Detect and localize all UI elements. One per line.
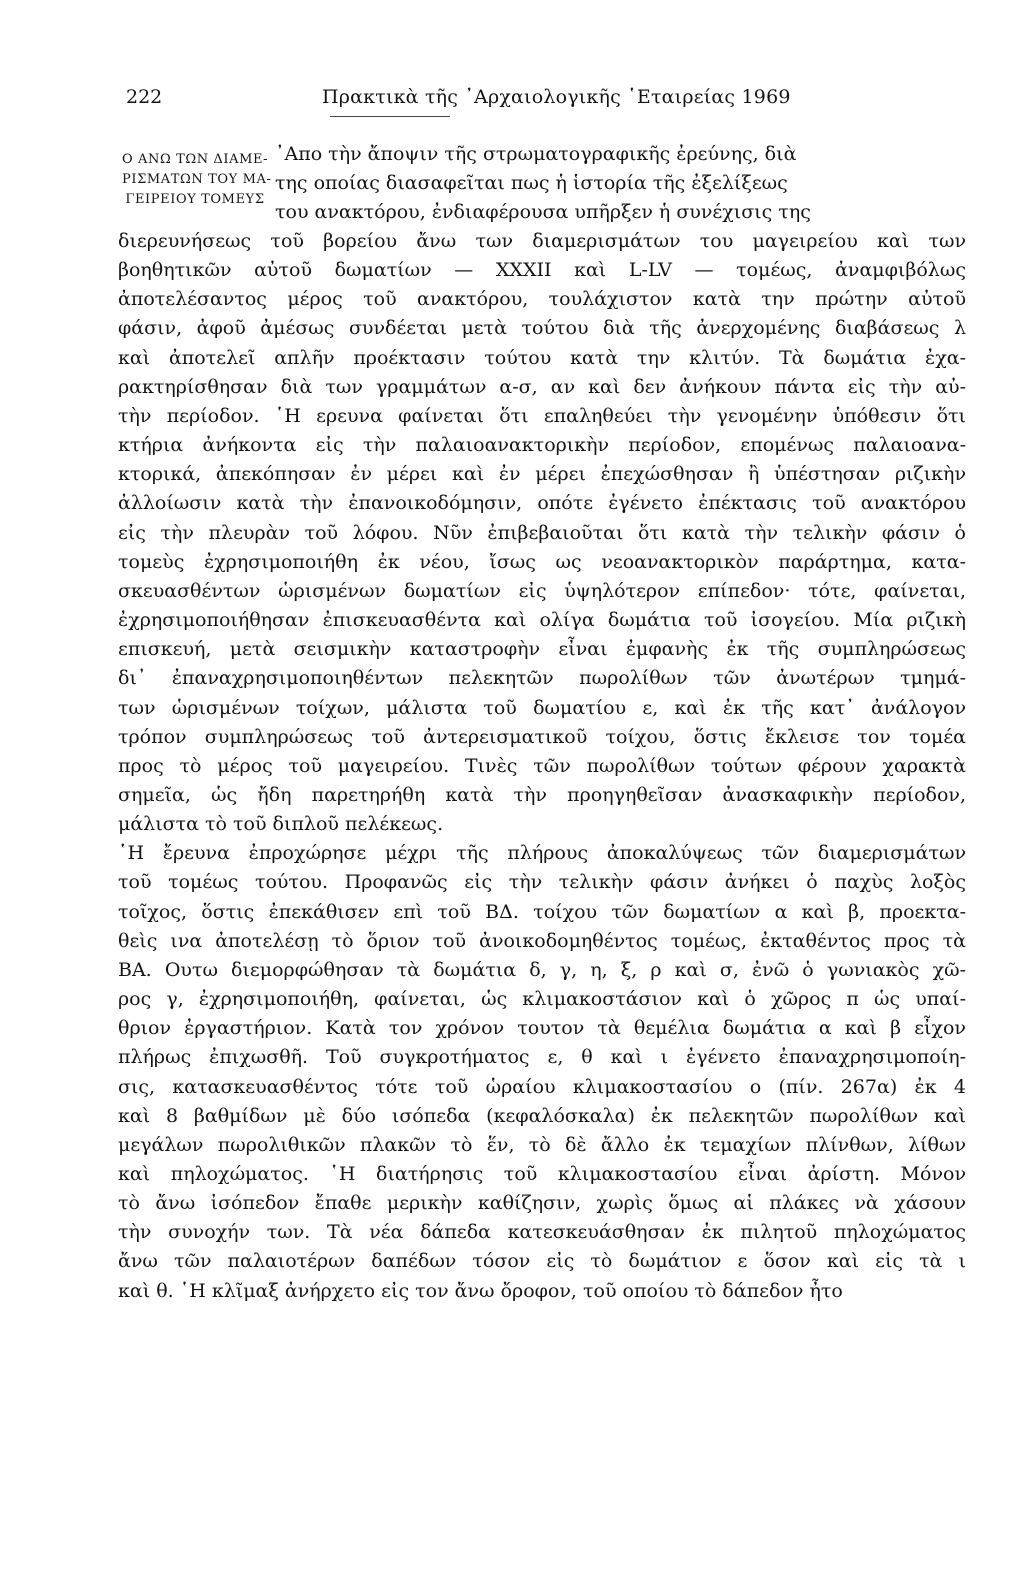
body-text-line: πλήρως ἐπιχωσθῆ. Τοῦ συγκροτήματος ε, θ καὶ ι ἐγένετο ἐπαναχρησιμοποίη- (118, 1046, 966, 1069)
body-text-line: μάλιστα τὸ τοῦ διπλοῦ πελέκεως. (118, 813, 444, 836)
body-text-line: διερευνήσεως τοῦ βορείου ἄνω των διαμερισμάτων του μαγειρείου καὶ των (118, 230, 966, 252)
body-text-line: ἐχρησιμοποιήθησαν ἐπισκευασθέντα καὶ ολίγα δωμάτια τοῦ ἰσογείου. Μία ριζικὴ (118, 609, 966, 632)
body-text-line: κτορικά, ἀπεκόπησαν ἐν μέρει καὶ ἐν μέρει ἐπεχώσθησαν ἢ ὑπέστησαν ριζικὴν (118, 463, 966, 486)
body-text-line: καὶ θ. ῾Η κλῖμαξ ἀνήρχετο εἰς τον ἄνω ὄροφον, τοῦ οποίου τὸ δάπεδον ἦτο (118, 1279, 843, 1302)
body-text-line: σημεῖα, ὡς ἤδη παρετηρήθη κατὰ τὴν προηγηθεῖσαν ἀνασκαφικὴν περίοδον, (118, 783, 966, 806)
body-text-line: ἀποτελέσαντος μέρος τοῦ ανακτόρου, τουλάχιστον κατὰ την πρώτην αὐτοῦ (118, 288, 966, 311)
running-title: Πρακτικὰ τῆς ᾿Αρχαιολογικῆς ῾Εταιρείας 1969 (322, 86, 791, 108)
body-text-line: ΒΑ. Ουτω διεμορφώθησαν τὰ δωμάτια δ, γ, η, ξ, ρ καὶ σ, ἐνῶ ὁ γωνιακὸς χῶ- (118, 958, 966, 981)
body-text-line: ρακτηρίσθησαν διὰ των γραμμάτων α-σ, αν καὶ δεν ἀνήκουν πάντα εἰς τὴν αὐ- (118, 375, 966, 398)
body-text-line: τοῦ τομέως τούτου. Προφανῶς εἰς τὴν τελικὴν φάσιν ἀνήκει ὁ παχὺς λοξὸς (118, 871, 966, 894)
body-text-line: ἄνω τῶν παλαιοτέρων δαπέδων τόσον εἰς τὸ δωμάτιον ε ὅσον καὶ εἰς τὰ ι (118, 1250, 966, 1273)
body-text-line: ρος γ, ἐχρησιμοποιήθη, φαίνεται, ὡς κλιμακοστάσιον καὶ ὁ χῶρος π ὡς υπαί- (118, 988, 966, 1011)
page-number: 222 (126, 86, 163, 108)
body-text-line: καὶ 8 βαθμίδων μὲ δύο ισόπεδα (κεφαλόσκαλα) ἐκ πελεκητῶν πωρολίθων καὶ (118, 1104, 966, 1127)
body-text-line: θεὶς ινα ἀποτελέσῃ τὸ ὅριον τοῦ ἀνοικοδομηθέντος τομέως, ἐκταθέντος προς τὰ (118, 929, 966, 952)
body-text-line: προς τὸ μέρος τοῦ μαγειρείου. Τινὲς τῶν πωρολίθων τούτων φέρουν χαρακτὰ (118, 754, 966, 777)
body-text-line: ῾Η ἔρευνα ἐπροχώρησε μέχρι τῆς πλήρους ἀποκαλύψεως τῶν διαμερισμάτων (118, 842, 966, 865)
body-text-line: φάσιν, ἀφοῦ ἀμέσως συνδέεται μετὰ τούτου διὰ τῆς ἀνερχομένης διαβάσεως λ (118, 317, 966, 340)
side-heading-line: Ο ΑΝΩ ΤΩΝ ΔΙΑΜΕ- (122, 152, 269, 167)
lead-line: ᾿Απο τὴν ἄποψιν τῆς στρωματογραφικῆς ἐρεύνης, διὰ (275, 143, 797, 165)
body-text-line: βοηθητικῶν αὐτοῦ δωματίων — XXXII καὶ L-LV — τομέως, ἀναμφιβόλως (118, 259, 966, 282)
page-header (0, 86, 1024, 116)
body-text-line: των ὡρισμένων τοίχων, μάλιστα τοῦ δωματίου ε, καὶ ἐκ τῆς κατ᾿ ἀνάλογον (118, 696, 966, 719)
body-text-line: καὶ πηλοχώματος. ῾Η διατήρησις τοῦ κλιμακοστασίου εἶναι ἀρίστη. Μόνον (118, 1163, 966, 1185)
body-text-line: τρόπον συμπληρώσεως τοῦ ἀντερεισματικοῦ τοίχου, ὅστις ἔκλεισε τον τομέα (118, 725, 966, 748)
body-text-line: κτήρια ἀνήκοντα εἰς τὴν παλαιοανακτορικὴν περίοδον, επομένως παλαιοανα- (118, 434, 966, 457)
body-text-line: τὸ ἄνω ἰσόπεδον ἔπαθε μερικὴν καθίζησιν, χωρὶς ὅμως αἱ πλάκες νὰ χάσουν (118, 1192, 966, 1215)
body-text-line: τὴν συνοχήν των. Τὰ νέα δάπεδα κατεσκευάσθησαν ἐκ πιλητοῦ πηλοχώματος (118, 1221, 966, 1244)
body-text-line: τὴν περίοδον. ῾Η ερευνα φαίνεται ὅτι επαληθεύει τὴν γενομένην ὑπόθεσιν ὅτι (118, 404, 966, 427)
body-text-line: τοῖχος, ὅστις ἐπεκάθισεν επὶ τοῦ ΒΔ. τοίχου τῶν δωματίων α καὶ β, προεκτα- (118, 900, 966, 923)
body-text-line: δι᾿ ἐπαναχρησιμοποιηθέντων πελεκητῶν πωρολίθων τῶν ἀνωτέρων τμημά- (118, 667, 966, 690)
body-text-line: ἀλλοίωσιν κατὰ τὴν ἐπανοικοδόμησιν, οπότε ἐγένετο ἐπέκτασις τοῦ ανακτόρου (118, 492, 966, 515)
body-text-line: θριον ἐργαστήριον. Κατὰ τον χρόνον τουτον τὰ θεμέλια δωμάτια α καὶ β εἶχον (118, 1017, 966, 1040)
body-text-line: καὶ ἀποτελεῖ απλῆν προέκτασιν τούτου κατὰ την κλιτύν. Τὰ δωμάτια ἐχα- (118, 346, 966, 369)
section-side-heading (122, 150, 272, 210)
lead-line: του ανακτόρου, ἐνδιαφέρουσα υπῆρξεν ἡ συνέχισις της (275, 201, 811, 223)
body-text-line: επισκευή, μετὰ σεισμικὴν καταστροφὴν εἶναι ἐμφανὴς ἐκ τῆς συμπληρώσεως (118, 638, 966, 661)
side-heading-line: ΡΙΣΜΑΤΩΝ ΤΟΥ ΜΑ- (122, 172, 272, 187)
body-text-line: σις, κατασκευασθέντος τότε τοῦ ὡραίου κλιμακοστασίου ο (πίν. 267α) ἐκ 4 (118, 1075, 966, 1098)
body-text-line: σκευασθέντων ὡρισμένων δωματίων εἰς ὑψηλότερον επίπεδον· τότε, φαίνεται, (118, 579, 966, 602)
lead-line: της οποίας διασαφεῖται πως ἡ ἱστορία τῆς ἐξελίξεως (275, 172, 788, 194)
body-text (118, 227, 966, 1306)
body-text-line: τομεὺς ἐχρησιμοποιήθη ἐκ νέου, ἴσως ως νεοανακτορικὸν παράρτημα, κατα- (118, 550, 966, 573)
side-heading-line: ΓΕΙΡΕΙΟΥ ΤΟΜΕΥΣ (125, 192, 265, 207)
lead-paragraph-lines (275, 140, 965, 227)
body-text-line: μεγάλων πωρολιθικῶν πλακῶν τὸ ἕν, τὸ δὲ ἄλλο ἐκ τεμαχίων πλίνθων, λίθων (118, 1133, 966, 1156)
header-rule (330, 116, 450, 117)
body-text-line: εἰς τὴν πλευρὰν τοῦ λόφου. Νῦν ἐπιβεβαιοῦται ὅτι κατὰ τὴν τελικὴν φάσιν ὁ (118, 521, 966, 544)
